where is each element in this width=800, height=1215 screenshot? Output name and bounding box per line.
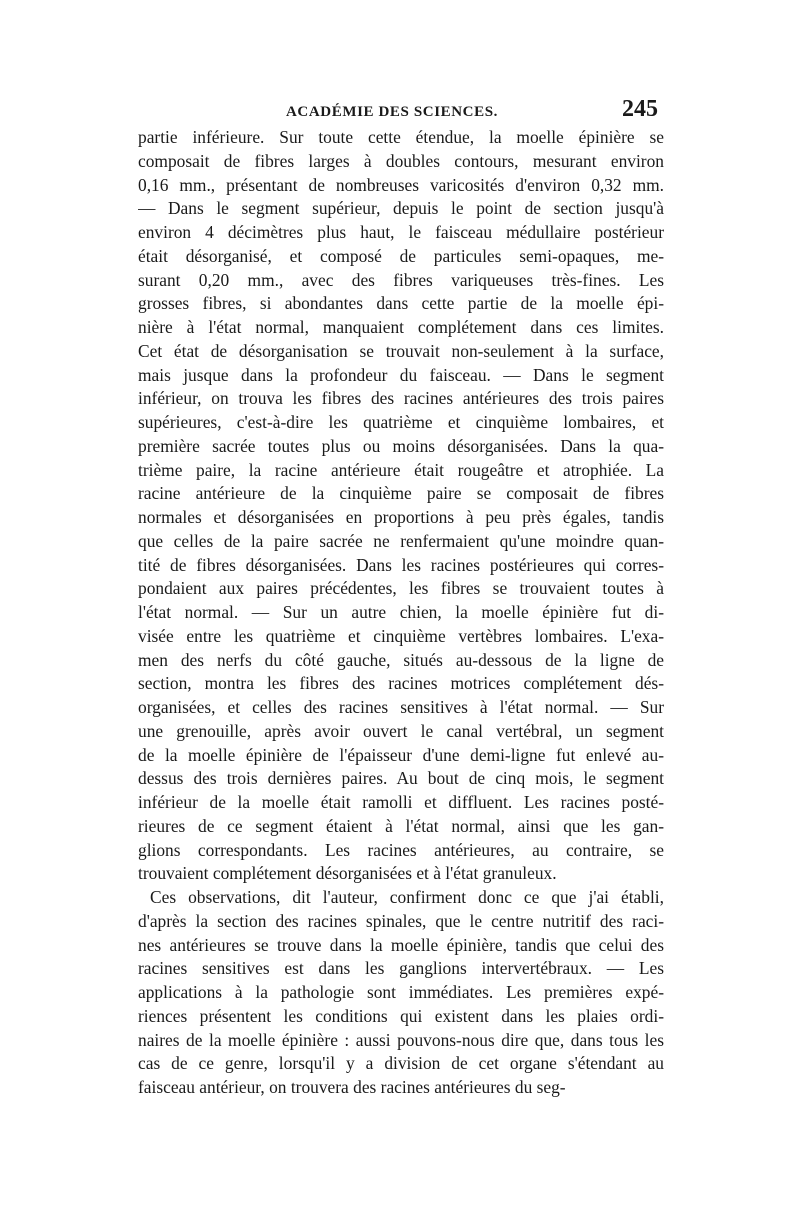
- text-line: inférieur de la moelle était ramolli et diffluent. Les racines posté-: [138, 792, 664, 812]
- text-line: composait de fibres larges à doubles contours, mesurant environ: [138, 150, 664, 171]
- text-line: pondaient aux paires précédentes, les fibres se trouvaient toutes à: [138, 578, 664, 599]
- text-line: cas de ce genre, lorsqu'il y a division de cet organe s'étendant au: [138, 1053, 664, 1074]
- text-line: mais jusque dans la profondeur du faisceau. — Dans le segment: [138, 364, 664, 385]
- page-number: 245: [622, 96, 658, 122]
- text-line: l'état normal. — Sur un autre chien, la moelle épinière fut di-: [138, 602, 664, 622]
- running-header: [138, 96, 664, 126]
- text-line: nes antérieures se trouve dans la moelle épinière, tandis que celui des: [138, 934, 664, 955]
- text-line: supérieures, c'est-à-dire les quatrième et cinquième lombaires, et: [138, 412, 664, 432]
- text-line: rieures de ce segment étaient à l'état normal, ainsi que les gan-: [138, 815, 664, 836]
- text-line: Ces observations, dit l'auteur, confirment donc ce que j'ai établi,: [150, 887, 664, 907]
- text-line: trouvaient complétement désorganisées et à l'état granuleux.: [138, 863, 557, 884]
- text-line: men des nerfs du côté gauche, situés au-dessous de la ligne de: [138, 649, 664, 670]
- text-line: première sacrée toutes plus ou moins désorganisées. Dans la qua-: [138, 435, 664, 456]
- book-page: [138, 96, 664, 1100]
- text-line: trième paire, la racine antérieure était rougeâtre et atrophiée. La: [138, 459, 664, 480]
- text-line: nière à l'état normal, manquaient complétement dans ces limites.: [138, 317, 664, 337]
- text-line: applications à la pathologie sont immédiates. Les premières expé-: [138, 982, 664, 1002]
- text-line: partie inférieure. Sur toute cette étendue, la moelle épinière se: [138, 127, 664, 147]
- text-line: organisées, et celles des racines sensitives à l'état normal. — Sur: [138, 697, 664, 717]
- text-line: une grenouille, après avoir ouvert le canal vertébral, un segment: [138, 720, 664, 741]
- text-line: 0,16 mm., présentant de nombreuses varicosités d'environ 0,32 mm.: [138, 174, 664, 195]
- text-line: environ 4 décimètres plus haut, le faisceau médullaire postérieur: [138, 222, 664, 242]
- body-text: [138, 126, 664, 1100]
- text-line: était désorganisé, et composé de particules semi-opaques, me-: [138, 245, 664, 266]
- text-line: normales et désorganisées en proportions à peu près égales, tandis: [138, 507, 664, 527]
- text-line: surant 0,20 mm., avec des fibres variqueuses très-fines. Les: [138, 269, 664, 290]
- text-line: faisceau antérieur, on trouvera des racines antérieures du seg-: [138, 1077, 566, 1097]
- text-line: grosses fibres, si abondantes dans cette partie de la moelle épi-: [138, 293, 664, 314]
- text-line: glions correspondants. Les racines antérieures, au contraire, se: [138, 839, 664, 860]
- text-line: que celles de la paire sacrée ne renfermaient qu'une moindre quan-: [138, 530, 664, 551]
- text-line: — Dans le segment supérieur, depuis le point de section jusqu'à: [138, 198, 664, 219]
- text-line: riences présentent les conditions qui existent dans les plaies ordi-: [138, 1005, 664, 1026]
- text-line: de la moelle épinière de l'épaisseur d'une demi-ligne fut enlevé au-: [138, 744, 664, 765]
- text-line: Cet état de désorganisation se trouvait non-seulement à la surface,: [138, 340, 664, 361]
- text-line: section, montra les fibres des racines motrices complétement dés-: [138, 673, 664, 694]
- text-line: dessus des trois dernières paires. Au bout de cinq mois, le segment: [138, 768, 664, 789]
- text-line: d'après la section des racines spinales, que le centre nutritif des raci-: [138, 910, 664, 931]
- text-line: visée entre les quatrième et cinquième vertèbres lombaires. L'exa-: [138, 625, 664, 646]
- text-line: naires de la moelle épinière : aussi pouvons-nous dire que, dans tous les: [138, 1029, 664, 1050]
- text-line: racines sensitives est dans les ganglions intervertébraux. — Les: [138, 958, 664, 979]
- running-title: ACADÉMIE DES SCIENCES.: [286, 104, 498, 120]
- text-line: racine antérieure de la cinquième paire se composait de fibres: [138, 483, 664, 504]
- text-line: tité de fibres désorganisées. Dans les racines postérieures qui corres-: [138, 554, 664, 575]
- text-line: inférieur, on trouva les fibres des racines antérieures des trois paires: [138, 388, 664, 409]
